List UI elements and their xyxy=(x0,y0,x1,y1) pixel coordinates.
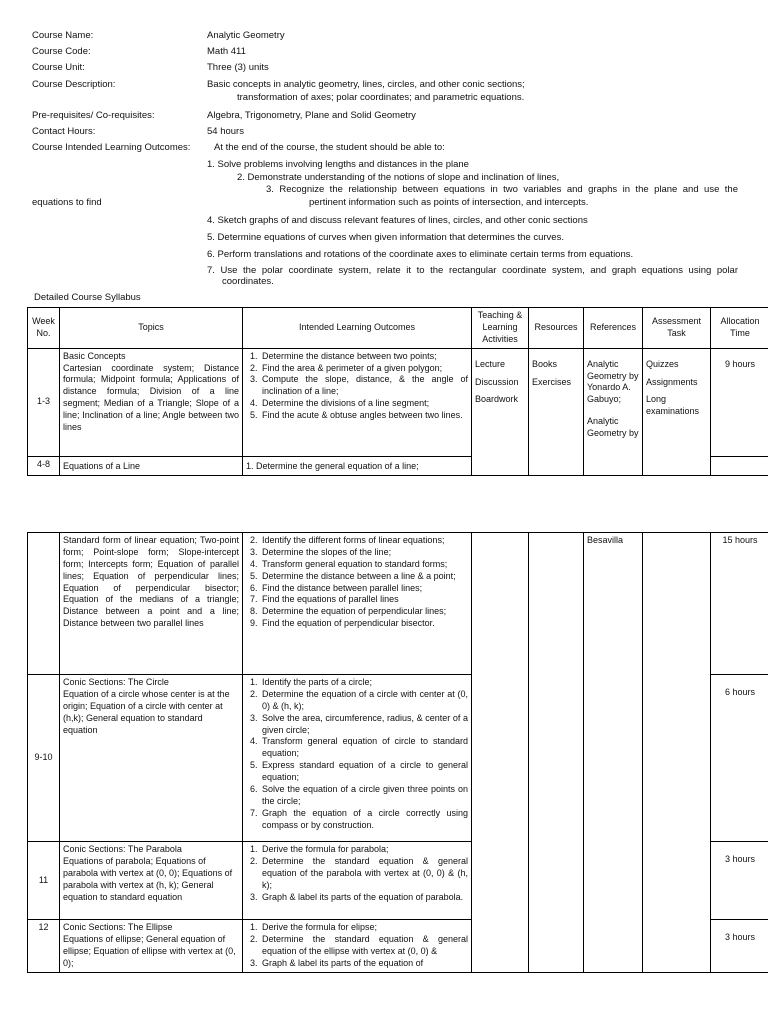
time-cell: 15 hours xyxy=(711,533,768,675)
ilo-cell xyxy=(243,920,472,973)
ilo-item: 4. Determine the divisions of a line segment; xyxy=(260,398,468,410)
course-code-value: Math 411 xyxy=(207,46,246,57)
outcome-6: 6. Perform translations and rotations of the coordinate axes to eliminate certain terms from equations. xyxy=(207,249,634,260)
ilo-item: 5. Express standard equation of a circle to general equation; xyxy=(260,760,468,784)
tla-cell xyxy=(472,533,529,973)
topic-body: Standard form of linear equation; Two-point form; Point-slope form; Slope-intercept form; Intercepts form; Equation of parallel lines; Equation of perpendicular lines; Equation of perpendicular bisector; Equation of the medians of a triangle; Distance between a point and a line; Distance between two parallel lines xyxy=(60,533,243,675)
ilo-item: 6. Find the distance between parallel lines; xyxy=(260,583,468,595)
contact-hours-label: Contact Hours: xyxy=(32,126,96,137)
topic-title: Conic Sections: The Ellipse xyxy=(63,922,173,932)
ilo-item: 3. Compute the slope, distance, & the angle of inclination of a line; xyxy=(260,374,468,398)
table-row xyxy=(28,348,768,456)
syllabus-title: Detailed Course Syllabus xyxy=(34,292,141,303)
time-cell: 3 hours xyxy=(711,842,768,920)
course-unit-label: Course Unit: xyxy=(32,62,85,73)
time-cell: 3 hours xyxy=(711,920,768,973)
course-unit-value: Three (3) units xyxy=(207,62,269,73)
header-assessment: Assessment Task xyxy=(643,308,711,349)
ilo-cell xyxy=(243,675,472,842)
header-ilo: Intended Learning Outcomes xyxy=(243,308,472,349)
ilo-item: 2. Determine the equation of a circle with center at (0, 0) & (h, k); xyxy=(260,689,468,713)
time-cell: 9 hours xyxy=(711,348,768,456)
course-code-label: Course Code: xyxy=(32,46,91,57)
tla-item: Boardwork xyxy=(475,394,519,405)
ilo-cell xyxy=(243,842,472,920)
outcome-7: 7. Use the polar coordinate system, relate it to the rectangular coordinate system, and graph equations using polar xyxy=(207,265,738,276)
syllabus-table-part-2 xyxy=(27,532,768,973)
assessment-item: Quizzes xyxy=(646,358,679,369)
assessment-item: Assignments xyxy=(646,376,698,387)
header-resources: Resources xyxy=(529,308,584,349)
cilo-label: Course Intended Learning Outcomes: xyxy=(32,142,191,153)
course-description-label: Course Description: xyxy=(32,79,116,90)
reference-item: Analytic Geometry by xyxy=(587,416,639,438)
topic-body: Equations of ellipse; General equation of ellipse; Equation of ellipse with vertex at (0, 0); xyxy=(63,933,236,968)
ilo-item: 3. Determine the slopes of the line; xyxy=(260,547,468,559)
ilo-item: 8. Determine the equation of perpendicular lines; xyxy=(260,606,468,618)
topics-cell xyxy=(60,842,243,920)
topics-cell xyxy=(60,920,243,973)
ilo-item: 2. Find the area & perimeter of a given polygon; xyxy=(260,363,468,375)
assessment-item: Long examinations xyxy=(646,394,700,417)
resources-cell xyxy=(529,533,584,973)
topic-title: Conic Sections: The Parabola xyxy=(63,844,182,854)
week-cell: 1-3 xyxy=(28,348,60,456)
header-references: References xyxy=(584,308,643,349)
week-cell: 11 xyxy=(28,842,60,920)
tla-item: Discussion xyxy=(475,376,519,387)
ilo-item: 7. Graph the equation of a circle correctly using compass or by construction. xyxy=(260,808,468,832)
outcome-3-prefix: equations to find xyxy=(32,197,102,208)
course-name-label: Course Name: xyxy=(32,30,94,41)
course-description-line1: Basic concepts in analytic geometry, lines, circles, and other conic sections; xyxy=(207,79,525,90)
outcome-3: 3. Recognize the relationship between equations in two variables and graphs in the plane and use the xyxy=(266,184,738,195)
ilo-item: 2. Identify the different forms of linear equations; xyxy=(260,535,468,547)
topic-body: Cartesian coordinate system; Distance formula; Midpoint formula; Applications of distance formula; Division of a line segment; Median of a Triangle; Slope of a line; Inclination of a line; Angle between two lines xyxy=(63,362,239,432)
course-name-value: Analytic Geometry xyxy=(207,30,285,41)
syllabus-table-part-1 xyxy=(27,307,768,476)
resources-cell xyxy=(529,348,584,475)
ilo-cell xyxy=(243,348,472,456)
header-week: Week No. xyxy=(28,308,60,349)
resource-item: Exercises xyxy=(532,376,572,387)
ilo-item: 4. Transform general equation to standard forms; xyxy=(260,559,468,571)
references-cell xyxy=(584,348,643,475)
ilo-item: 1. Determine the general equation of a line; xyxy=(243,456,472,475)
topic-body: Equation of a circle whose center is at the origin; Equation of a circle with center at (h,k); General equation to standard equation xyxy=(63,688,230,735)
topic-title: Basic Concepts xyxy=(63,350,126,361)
week-cell: 9-10 xyxy=(28,675,60,842)
ilo-item: 1. Identify the parts of a circle; xyxy=(260,677,468,689)
outcome-1: 1. Solve problems involving lengths and distances in the plane xyxy=(207,159,469,170)
reference-item: Analytic Geometry by Yonardo A. Gabuyo; xyxy=(587,358,639,405)
cilo-intro: At the end of the course, the student should be able to: xyxy=(214,142,445,153)
table-header-row xyxy=(28,308,768,349)
outcome-4: 4. Sketch graphs of and discuss relevant features of lines, circles, and other conic sections xyxy=(207,215,588,226)
ilo-item: 2. Determine the standard equation & general equation of the parabola with vertex at (0, 0) & (h, k); xyxy=(260,856,468,892)
prerequisites-value: Algebra, Trigonometry, Plane and Solid Geometry xyxy=(207,110,416,121)
ilo-item: 2. Determine the standard equation & general equation of the ellipse with vertex at (0, 0) & xyxy=(260,934,468,958)
ilo-item: 9. Find the equation of perpendicular bisector. xyxy=(260,618,468,630)
outcome-5: 5. Determine equations of curves when given information that determines the curves. xyxy=(207,232,564,243)
outcome-3-continued: pertinent information such as points of intersection, and intercepts. xyxy=(309,197,589,208)
references-cell: Besavilla xyxy=(584,533,643,973)
ilo-item: 1. Derive the formula for parabola; xyxy=(260,844,468,856)
table-row xyxy=(28,533,768,675)
tla-item: Lecture xyxy=(475,358,506,369)
topics-cell xyxy=(60,348,243,456)
ilo-item: 5. Find the acute & obtuse angles between two lines. xyxy=(260,410,468,422)
week-cell xyxy=(28,533,60,675)
outcome-7-continued: coordinates. xyxy=(222,276,274,287)
header-topics: Topics xyxy=(60,308,243,349)
topics-cell xyxy=(60,675,243,842)
week-cell: 4-8 xyxy=(28,456,60,475)
header-time: Allocation Time xyxy=(711,308,768,349)
assessment-cell xyxy=(643,348,711,475)
course-description-line2: transformation of axes; polar coordinates; and parametric equations. xyxy=(237,92,525,103)
ilo-item: 1. Derive the formula for elipse; xyxy=(260,922,468,934)
header-tla: Teaching & Learning Activities xyxy=(472,308,529,349)
topic-title: Conic Sections: The Circle xyxy=(63,677,169,687)
ilo-item: 3. Solve the area, circumference, radius, & center of a given circle; xyxy=(260,713,468,737)
resource-item: Books xyxy=(532,358,558,369)
ilo-item: 1. Determine the distance between two points; xyxy=(260,351,468,363)
ilo-item: 3. Graph & label its parts of the equation of parabola. xyxy=(260,892,468,904)
topic-title: Equations of a Line xyxy=(60,456,243,475)
time-cell xyxy=(711,456,768,475)
outcome-2: 2. Demonstrate understanding of the notions of slope and inclination of lines, xyxy=(237,172,560,183)
assessment-cell xyxy=(643,533,711,973)
ilo-item: 5. Determine the distance between a line & a point; xyxy=(260,571,468,583)
ilo-item: 6. Solve the equation of a circle given three points on the circle; xyxy=(260,784,468,808)
contact-hours-value: 54 hours xyxy=(207,126,244,137)
ilo-item: 7. Find the equations of parallel lines xyxy=(260,594,468,606)
prerequisites-label: Pre-requisites/ Co-requisites: xyxy=(32,110,155,121)
topic-body: Equations of parabola; Equations of parabola with vertex at (0, 0); Equations of parabola with vertex at (h, k); General equation to standard equation xyxy=(63,855,233,902)
time-cell: 6 hours xyxy=(711,675,768,842)
week-cell: 12 xyxy=(28,920,60,973)
ilo-cell xyxy=(243,533,472,675)
tla-cell xyxy=(472,348,529,475)
ilo-item: 4. Transform general equation of circle to standard equation; xyxy=(260,736,468,760)
ilo-item: 3. Graph & label its parts of the equation of xyxy=(260,958,468,970)
